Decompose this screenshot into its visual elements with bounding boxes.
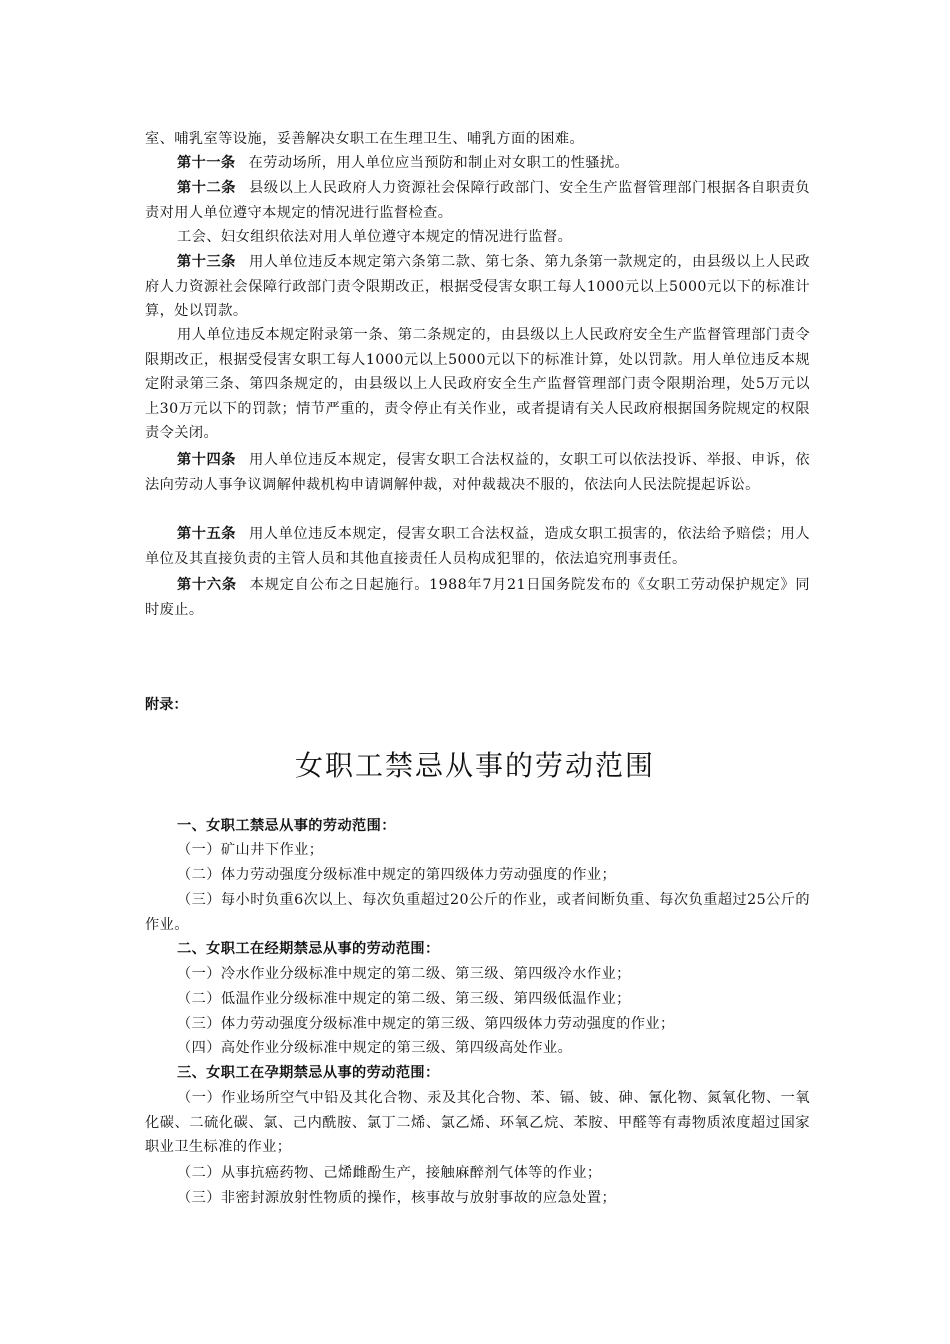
section-3-heading: 三、女职工在孕期禁忌从事的劳动范围： (177, 1065, 440, 1081)
article-text: 用人单位违反本规定第六条第二款、第七条、第九条第一款规定的，由县级以上人民政府人力资源社会保障行政部门责令限期改正，根据受侵害女职工每人1000元以上5000元以下的标准计算，处以罚款。 (145, 254, 810, 320)
article-label: 第十四条 (177, 452, 237, 468)
section-1-heading: 一、女职工禁忌从事的劳动范围： (177, 818, 396, 834)
article-label: 第十五条 (177, 526, 237, 542)
appendix-title: 女职工禁忌从事的劳动范围 (294, 749, 655, 782)
list-item: （四）高处作业分级标准中规定的第三级、第四级高处作业。 (177, 1040, 573, 1056)
list-item: （二）低温作业分级标准中规定的第二级、第三级、第四级低温作业； (177, 991, 631, 1007)
article-12-paragraph-2: 工会、妇女组织依法对用人单位遵守本规定的情况进行监督。 (177, 229, 573, 245)
paragraph-continuation: 室、哺乳室等设施，妥善解决女职工在生理卫生、哺乳方面的困难。 (145, 131, 585, 147)
list-item: （一）作业场所空气中铅及其化合物、汞及其化合物、苯、镉、铍、砷、氰化物、氮氧化物、一氧化碳、二硫化碳、氯、己内酰胺、氯丁二烯、氯乙烯、环氧乙烷、苯胺、甲醛等有毒物质浓度超过国家职业卫生标准的作业； (145, 1090, 810, 1156)
list-item: （二）体力劳动强度分级标准中规定的第四级体力劳动强度的作业； (177, 867, 617, 883)
article-text: 用人单位违反本规定，侵害女职工合法权益，造成女职工损害的，依法给予赔偿；用人单位及其直接负责的主管人员和其他直接责任人员构成犯罪的，依法追究刑事责任。 (145, 526, 810, 567)
article-label: 第十六条 (177, 577, 237, 593)
list-item: （三）非密封源放射性物质的操作，核事故与放射事故的应急处置； (177, 1190, 617, 1206)
article-12 (145, 176, 810, 225)
list-item: （一）矿山井下作业； (177, 842, 324, 858)
article-text: 县级以上人民政府人力资源社会保障行政部门、安全生产监督管理部门根据各自职责负责对用人单位遵守本规定的情况进行监督检查。 (145, 180, 810, 221)
article-14 (145, 448, 810, 497)
article-13-paragraph-2: 用人单位违反本规定附录第一条、第二条规定的，由县级以上人民政府安全生产监督管理部门责令限期改正，根据受侵害女职工每人1000元以上5000元以下的标准计算，处以罚款。用人单位违反本规定附录第三条、第四条规定的，由县级以上人民政府安全生产监督管理部门责令限期治理，处5万元以上30万元以下的罚款；情节严重的，责令停止有关作业，或者提请有关人民政府根据国务院规定的权限责令关闭。 (145, 327, 810, 442)
list-item: （三）体力劳动强度分级标准中规定的第三级、第四级体力劳动强度的作业； (177, 1016, 675, 1032)
list-item: （二）从事抗癌药物、己烯雌酚生产，接触麻醉剂气体等的作业； (177, 1165, 602, 1181)
article-label: 第十二条 (177, 180, 237, 196)
list-item: （一）冷水作业分级标准中规定的第二级、第三级、第四级冷水作业； (177, 966, 631, 982)
article-16 (145, 573, 810, 622)
article-text: 本规定自公布之日起施行。1988年7月21日国务院发布的《女职工劳动保护规定》同时废止。 (145, 577, 810, 618)
section-2-heading: 二、女职工在经期禁忌从事的劳动范围： (177, 941, 440, 957)
list-item: （三）每小时负重6次以上、每次负重超过20公斤的作业，或者间断负重、每次负重超过25公斤的作业。 (145, 892, 810, 933)
appendix-label: 附录： (145, 697, 188, 713)
article-text: 用人单位违反本规定，侵害女职工合法权益的，女职工可以依法投诉、举报、申诉，依法向劳动人事争议调解仲裁机构申请调解仲裁，对仲裁裁决不服的，依法向人民法院提起诉讼。 (145, 452, 810, 493)
article-label: 第十一条 (177, 155, 236, 171)
article-15 (145, 522, 810, 571)
article-text: 在劳动场所，用人单位应当预防和制止对女职工的性骚扰。 (248, 155, 630, 171)
article-label: 第十三条 (177, 254, 237, 270)
article-11 (145, 151, 810, 176)
article-13 (145, 250, 810, 324)
